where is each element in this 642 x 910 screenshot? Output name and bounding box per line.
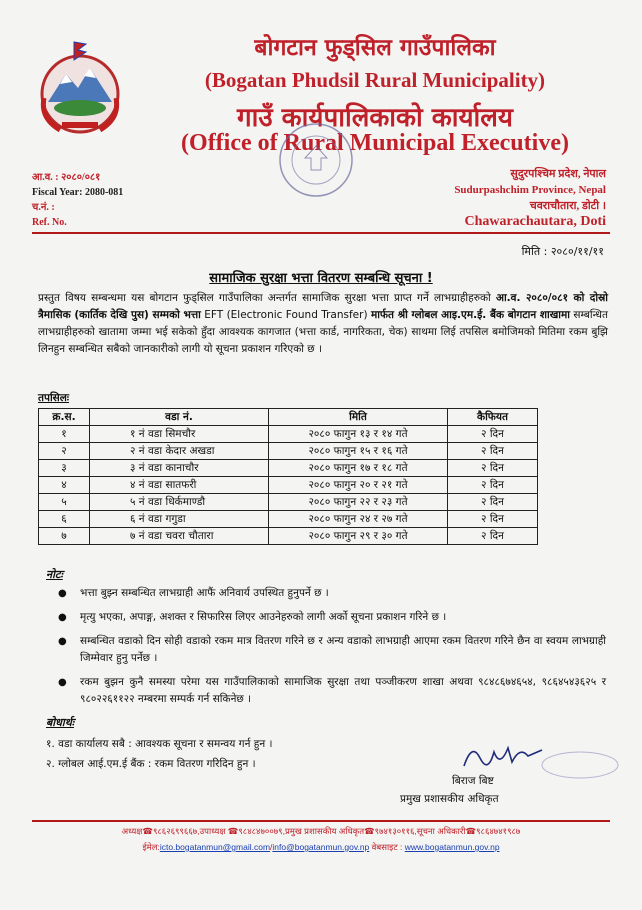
cell-serial: १	[39, 426, 90, 443]
email-link-info[interactable]: info@bogatanmun.gov.np	[272, 842, 370, 852]
body-text-2: EFT (Electronic Found Transfer)	[200, 309, 371, 321]
chalan-number: च.नं. :	[32, 202, 55, 213]
cell-ward: ४ नं वडा सातफरी	[90, 477, 269, 494]
office-stamp-icon	[540, 750, 620, 780]
email-separator: /	[270, 842, 273, 852]
cell-remarks: २ दिन	[448, 477, 538, 494]
footer-phones: अध्यक्ष☎९८६२६९९६६७,उपाध्यक्ष ☎९८४८४७००७९,प्रमुख प्रशासकीय अधिकृत☎९७४१३०११६,सूचना अधिकारी☎९८६४७४१९८७	[121, 826, 521, 836]
col-serial: क्र.स.	[39, 409, 90, 426]
signature-icon	[458, 738, 548, 774]
place-np: चवराचौतारा, डोटी ।	[529, 200, 606, 212]
nepal-emblem-icon	[30, 38, 130, 138]
cell-date: २०८० फागुन २२ र २३ गते	[269, 494, 448, 511]
cell-serial: ४	[39, 477, 90, 494]
notes-label: नोटः	[46, 568, 63, 581]
cell-remarks: २ दिन	[448, 426, 538, 443]
signer-title: प्रमुख प्रशासकीय अधिकृत	[400, 793, 499, 805]
cell-serial: ५	[39, 494, 90, 511]
body-bold-2: मार्फत श्री ग्लोबल आइ.एम.ई. बैंक बोगटान शाखामा	[370, 309, 571, 321]
cell-ward: ३ नं वडा कानाचौर	[90, 460, 269, 477]
table-row	[39, 494, 538, 511]
cell-date: २०८० फागुन २९ र ३० गते	[269, 528, 448, 545]
cell-serial: ६	[39, 511, 90, 528]
table-label: तपसिलः	[38, 392, 70, 404]
signer-block	[400, 772, 499, 808]
copy-to-item: १. वडा कार्यालय सबै : आवश्यक सूचना र समन्वय गर्न हुन ।	[46, 738, 273, 750]
cell-ward: २ नं वडा केदार अखडा	[90, 443, 269, 460]
ref-number: Ref. No.	[32, 217, 67, 228]
note-item: ● मृत्यु भएका, अपाङ्ग, अशक्त र सिफारिस लिएर आउनेहरुको लागी अर्को सूचना प्रकाशन गरिने छ ।	[58, 609, 606, 626]
cell-serial: ३	[39, 460, 90, 477]
cell-remarks: २ दिन	[448, 460, 538, 477]
reference-block	[32, 170, 123, 230]
footer-divider	[32, 820, 610, 822]
cell-date: २०८० फागुन १५ र १६ गते	[269, 443, 448, 460]
table-header-row	[39, 409, 538, 426]
table-row	[39, 528, 538, 545]
header-divider	[32, 232, 610, 234]
province-en: Sudurpashchim Province, Nepal	[454, 184, 606, 196]
col-date: मिति	[269, 409, 448, 426]
copy-to-item: २. ग्लोबल आई.एम.ई बैंक : रकम वितरण गरिदिन हुन ।	[46, 758, 256, 770]
distribution-schedule-table	[38, 408, 538, 545]
office-name-en: (Office of Rural Municipal Executive)	[181, 130, 569, 156]
col-ward: वडा नं.	[90, 409, 269, 426]
notice-title-text: सामाजिक सुरक्षा भत्ता वितरण सम्बन्धि सूचना !	[209, 271, 433, 286]
cell-date: २०८० फागुन १७ र १८ गते	[269, 460, 448, 477]
note-item: ● सम्बन्धित वडाको दिन सोही वडाको रकम मात्र वितरण गरिने छ र अन्य वडाको लाभग्राही आएमा रकम वितरण गरिने छैन वा स्वयम लाभग्राही जिम्मेवार हुनु पर्नेछ ।	[58, 633, 606, 667]
notice-body	[38, 290, 608, 358]
cell-remarks: २ दिन	[448, 494, 538, 511]
cell-serial: २	[39, 443, 90, 460]
note-item: ● रकम बुझन कुनै समस्या परेमा यस गाउँपालिकाको सामाजिक सुरक्षा तथा पञ्जीकरण शाखा अथवा ९८४८६७४६५४, ९८६४५४३६२५ र ९८०२२६११२२ नम्बरमा सम्पर्क गर्न सकिनेछ ।	[58, 674, 606, 708]
copy-to-list	[46, 734, 272, 774]
notes-list	[58, 585, 606, 715]
cell-serial: ७	[39, 528, 90, 545]
place-en: Chawarachautara, Doti	[464, 214, 606, 229]
municipality-name-np: बोगटान फुड्सिल गाउँपालिका	[254, 34, 496, 61]
fiscal-year-np: आ.व. : २०८०/०८१	[32, 172, 101, 183]
notice-date: मिति : २०८०/११/११	[521, 245, 604, 258]
body-text-3: सम्बन्धित लाभग्राहीहरुको खातामा जम्मा भई सकेको हुँदा आवश्यक कागजात (भत्ता कार्ड, नागरिकता, चेक) साथमा लिई तपसिल बमोजिमको मितिमा रकम बुझि लिनहुन सम्बन्धित सबैको जानकारीको लागी यो सूचना प्रकाशन गरिएको छ ।	[38, 309, 608, 355]
signer-name: बिराज बिष्ट	[452, 775, 494, 787]
cell-remarks: २ दिन	[448, 511, 538, 528]
table-row	[39, 477, 538, 494]
cell-remarks: २ दिन	[448, 528, 538, 545]
note-item: ● भत्ता बुझ्न सम्बन्धित लाभग्राही आफैं अनिवार्य उपस्थित हुनुपर्ने छ ।	[58, 585, 606, 602]
notice-title	[0, 268, 642, 286]
cell-ward: ७ नं वडा चवरा चौतारा	[90, 528, 269, 545]
footer-contacts	[0, 842, 642, 853]
table-row	[39, 511, 538, 528]
email-link-ict[interactable]: icto.bogatanmun@gmail.com	[159, 842, 271, 852]
cell-ward: ५ नं वडा धिर्कमाण्डौ	[90, 494, 269, 511]
cell-date: २०८० फागुन २० र २१ गते	[269, 477, 448, 494]
body-bold-1: आ.व. २०८०/०८१ को दोस्रो त्रैमासिक (कार्तिक देखि पुस) सम्मको भत्ता	[38, 292, 608, 321]
address-block	[454, 166, 606, 230]
cell-date: २०८० फागुन २४ र २७ गते	[269, 511, 448, 528]
copy-to-label: बोधार्थः	[46, 716, 74, 729]
province-np: सुदुरपश्चिम प्रदेश, नेपाल	[510, 168, 606, 180]
col-remarks: कैफियत	[448, 409, 538, 426]
office-name-np: गाउँ कार्यपालिकाको कार्यालय	[237, 103, 513, 133]
table-row	[39, 460, 538, 477]
fiscal-year-en: Fiscal Year: 2080-081	[32, 187, 124, 198]
table-row	[39, 426, 538, 443]
website-link[interactable]: www.bogatanmun.gov.np	[404, 842, 500, 852]
office-seal-icon	[275, 118, 357, 202]
email-label: ईमेल:	[142, 842, 160, 852]
website-label: वेबसाइट :	[369, 842, 403, 852]
body-text-1: प्रस्तुत विषय सम्बन्धमा यस बोगटान फुड्सिल गाउँपालिका अन्तर्गत सामाजिक सुरक्षा भत्ता प्राप्त गर्ने लाभग्राहीहरुको	[38, 292, 496, 304]
cell-ward: १ नं वडा सिमचौर	[90, 426, 269, 443]
cell-ward: ६ नं वडा गगुडा	[90, 511, 269, 528]
cell-date: २०८० फागुन १३ र १४ गते	[269, 426, 448, 443]
table-row	[39, 443, 538, 460]
cell-remarks: २ दिन	[448, 443, 538, 460]
municipality-name-en: (Bogatan Phudsil Rural Municipality)	[204, 68, 546, 92]
